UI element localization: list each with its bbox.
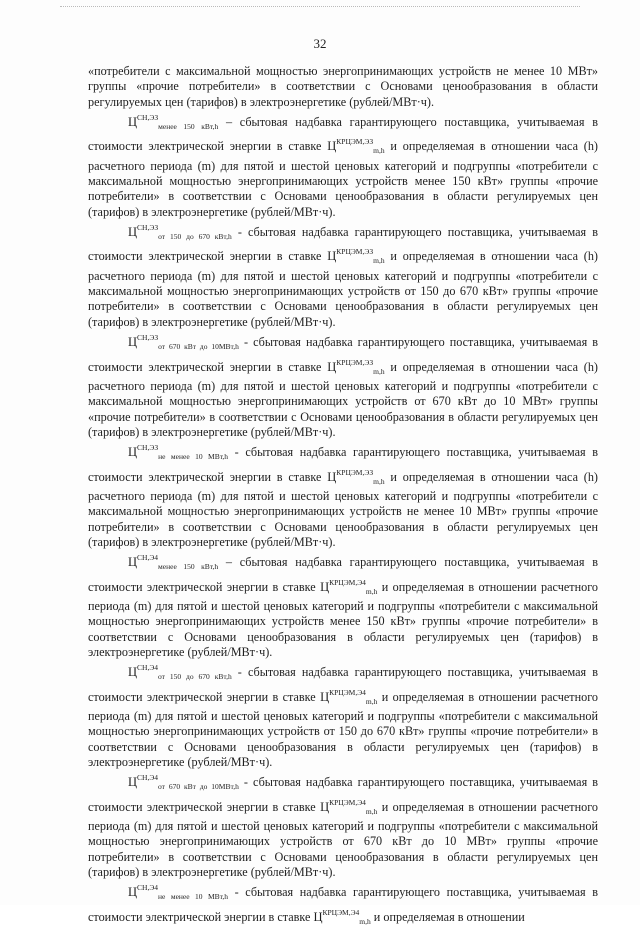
price-symbol-letter: Ц <box>128 115 138 130</box>
price-symbol-subscript: менее 150 кВт,h <box>158 122 219 132</box>
price-symbol <box>128 883 228 902</box>
rate-symbol-subscript: m,h <box>365 586 378 596</box>
price-symbol-subscript: не менее 10 МВт,h <box>158 892 228 902</box>
rate-symbol-letter: Ц <box>320 689 330 704</box>
definition-lead-text: – сбытовая надбавка гарантирующего поставщика, учитываемая в стоимости электрической энергии в ставке <box>88 555 599 594</box>
price-symbol-superscript: СН,ЭЗ <box>137 113 159 123</box>
paragraph-text: «потребители с максимальной мощностью энергопринимающих устройств не менее 10 МВт» группы «прочие потребители» в соответствии с Основами ценообразования в области регулируемых цен (тарифов) в электроэнергетике (рублей/МВт·ч). <box>88 64 598 109</box>
paragraph <box>88 330 598 440</box>
paragraph <box>88 220 598 330</box>
price-symbol-subscript: от 150 до 670 кВт,h <box>158 232 232 242</box>
definition-lead-text: – сбытовая надбавка гарантирующего поставщика, учитываемая в стоимости электрической энергии в ставке <box>88 115 598 154</box>
rate-symbol-subscript: m,h <box>359 916 371 926</box>
price-symbol-letter: Ц <box>128 665 138 680</box>
paragraph-text: и определяемая в отношении расчетного периода (m) для пятой и шестой ценовых категорий и подгруппы «потребители с максимальной мощностью энергопринимающих устройств от 670 кВт до 10 МВт» группы «прочие потребители» в соответствии с Основами ценообразования в области регулируемых цен (тарифов) в электроэнергетике (рублей/МВт·ч). <box>88 799 598 880</box>
page-number: 32 <box>313 36 327 51</box>
rate-symbol-letter: Ц <box>327 139 337 154</box>
price-symbol-subscript: от 150 до 670 кВт,h <box>158 672 232 682</box>
rate-symbol-superscript: КРЦЭМ,ЭЗ <box>336 467 374 477</box>
price-symbol-subscript: менее 150 кВт,h <box>158 562 219 572</box>
price-symbol-letter: Ц <box>128 445 138 460</box>
paragraph-text: и определяемая в отношении расчетного периода (m) для пятой и шестой ценовых категорий и подгруппы «потребители с максимальной мощностью энергопринимающих устройств менее 150 кВт» группы «прочие потребители» в соответствии с Основами ценообразования в области регулируемых цен (тарифов) в электроэнергетике (рублей/МВт·ч). <box>88 579 598 659</box>
price-symbol-letter: Ц <box>128 775 138 790</box>
paragraph-text: и определяемая в отношении <box>370 909 525 924</box>
price-symbol-letter: Ц <box>128 555 138 570</box>
rate-symbol-letter: Ц <box>313 909 323 924</box>
rate-symbol-superscript: КРЦЭМ,ЭЗ <box>336 247 374 257</box>
rate-symbol-subscript: m,h <box>365 806 378 816</box>
rate-symbol <box>327 137 385 156</box>
rate-symbol-superscript: КРЦЭМ,Э4 <box>329 687 366 697</box>
rate-symbol-subscript: m,h <box>373 256 385 266</box>
rate-symbol <box>327 467 385 486</box>
price-symbol <box>128 773 239 792</box>
price-symbol-superscript: СН,ЭЗ <box>137 333 159 343</box>
document-body <box>88 64 598 929</box>
price-symbol-subscript: не менее 10 МВт,h <box>158 452 229 462</box>
definition-lead-text: - сбытовая надбавка гарантирующего поставщика, учитываемая в стоимости электрической энергии в ставке <box>88 775 598 814</box>
paragraph <box>88 440 598 550</box>
paragraph <box>88 660 598 770</box>
rate-symbol <box>313 907 371 926</box>
paragraph <box>88 64 598 110</box>
price-symbol-subscript: от 670 кВт до 10МВт,h <box>158 782 239 792</box>
rate-symbol <box>320 577 378 596</box>
price-symbol-subscript: от 670 кВт до 10МВт,h <box>158 342 239 352</box>
rate-symbol-superscript: КРЦЭМ,Э4 <box>322 907 360 917</box>
rate-symbol-subscript: m,h <box>373 146 385 156</box>
paragraph-text: и определяемая в отношении часа (h) расчетного периода (m) для пятой и шестой ценовых категорий и подгруппы «потребители с максимальной мощностью энергопринимающих устройств от 150 до 670 кВт» группы «прочие потребители» в соответствии с Основами ценообразования в области регулируемых цен (тарифов) в электроэнергетике (рублей/МВт·ч). <box>88 249 598 329</box>
rate-symbol-superscript: КРЦЭМ,ЭЗ <box>336 137 374 147</box>
price-symbol-superscript: СН,ЭЗ <box>137 443 159 453</box>
rate-symbol-letter: Ц <box>320 579 330 594</box>
rate-symbol-letter: Ц <box>320 799 330 814</box>
price-symbol-superscript: СН,Э4 <box>137 883 159 893</box>
price-symbol-letter: Ц <box>128 335 138 350</box>
price-symbol-letter: Ц <box>128 885 138 900</box>
definition-lead-text: - сбытовая надбавка гарантирующего поставщика, учитываемая в стоимости электрической энергии в ставке <box>88 225 599 264</box>
price-symbol-superscript: СН,Э4 <box>137 773 159 783</box>
rate-symbol-subscript: m,h <box>365 696 378 706</box>
price-symbol <box>128 663 232 682</box>
price-symbol <box>128 333 239 352</box>
price-symbol <box>128 553 219 572</box>
paragraph-text: и определяемая в отношении часа (h) расчетного периода (m) для пятой и шестой ценовых категорий и подгруппы «потребители с максимальной мощностью энергопринимающих устройств не менее 10 МВт» группы «прочие потребители» в соответствии с Основами ценообразования в области регулируемых цен (тарифов) в электроэнергетике (рублей/МВт·ч). <box>88 469 598 549</box>
rate-symbol <box>327 357 385 376</box>
price-symbol-letter: Ц <box>128 225 138 240</box>
rate-symbol-letter: Ц <box>327 359 337 374</box>
definition-lead-text: - сбытовая надбавка гарантирующего поставщика, учитываемая в стоимости электрической энергии в ставке <box>88 885 598 924</box>
rate-symbol-letter: Ц <box>327 249 337 264</box>
price-symbol <box>128 443 229 462</box>
rate-symbol-superscript: КРЦЭМ,ЭЗ <box>336 357 374 367</box>
paragraph-text: и определяемая в отношении часа (h) расчетного периода (m) для пятой и шестой ценовых категорий и подгруппы «потребители с максимальной мощностью энергопринимающих устройств от 670 кВт до 10 МВт» группы «прочие потребители» в соответствии с Основами ценообразования в области регулируемых цен (тарифов) в электроэнергетике (рублей/МВт·ч). <box>88 359 598 439</box>
rate-symbol-superscript: КРЦЭМ,Э4 <box>329 797 366 807</box>
paragraph <box>88 770 598 880</box>
rate-symbol <box>320 687 378 706</box>
rate-symbol <box>327 247 385 266</box>
definition-lead-text: - сбытовая надбавка гарантирующего поставщика, учитываемая в стоимости электрической энергии в ставке <box>88 445 598 484</box>
definition-lead-text: - сбытовая надбавка гарантирующего поставщика, учитываемая в стоимости электрической энергии в ставке <box>88 665 599 704</box>
paragraph <box>88 550 598 660</box>
rate-symbol-letter: Ц <box>327 469 337 484</box>
paragraph-text: и определяемая в отношении часа (h) расчетного периода (m) для пятой и шестой ценовых категорий и подгруппы «потребители с максимальной мощностью энергопринимающих устройств менее 150 кВт» группы «прочие потребители» в соответствии с Основами ценообразования в области регулируемых цен (тарифов) в электроэнергетике (рублей/МВт·ч). <box>88 139 598 219</box>
rate-symbol <box>320 797 378 816</box>
price-symbol-superscript: СН,Э4 <box>137 663 159 673</box>
rate-symbol-superscript: КРЦЭМ,Э4 <box>329 577 366 587</box>
rate-symbol-subscript: m,h <box>373 476 385 486</box>
paragraph <box>88 110 598 220</box>
price-symbol <box>128 113 219 132</box>
price-symbol-superscript: СН,Э4 <box>137 553 159 563</box>
price-symbol <box>128 223 232 242</box>
rate-symbol-subscript: m,h <box>373 366 385 376</box>
paragraph-text: и определяемая в отношении расчетного периода (m) для пятой и шестой ценовых категорий и подгруппы «потребители с максимальной мощностью энергопринимающих устройств от 150 до 670 кВт» группы «прочие потребители» в соответствии с Основами ценообразования в области регулируемых цен (тарифов) в электроэнергетике (рублей/МВт·ч). <box>88 689 598 770</box>
definition-lead-text: - сбытовая надбавка гарантирующего поставщика, учитываемая в стоимости электрической энергии в ставке <box>88 335 599 374</box>
scan-edge-mark <box>60 6 580 8</box>
price-symbol-superscript: СН,ЭЗ <box>137 223 159 233</box>
